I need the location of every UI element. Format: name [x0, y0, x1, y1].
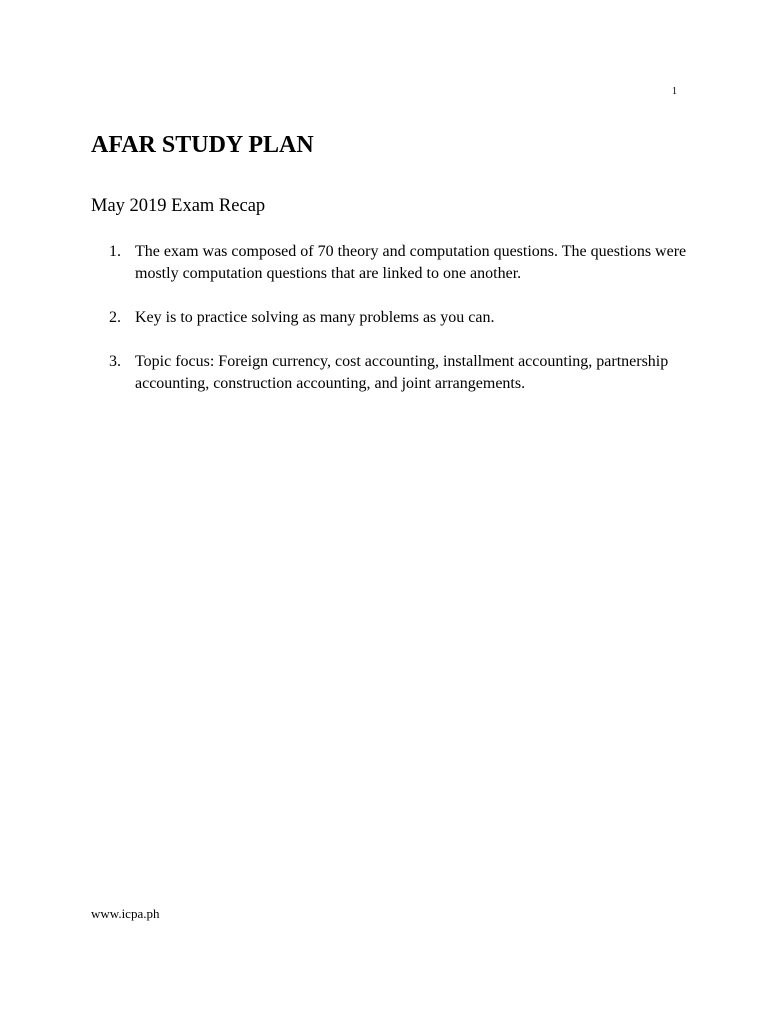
list-item [91, 307, 691, 329]
list-item [91, 241, 691, 285]
list-item-text: The exam was composed of 70 theory and computation questions. The questions were mostly computation questions that are linked to one another. [135, 243, 687, 282]
list-item-number: 2. [109, 309, 121, 326]
page-number: 1 [672, 86, 677, 97]
page-title: AFAR STUDY PLAN [91, 132, 314, 158]
list-item-number: 1. [109, 243, 121, 260]
list-item [91, 351, 691, 395]
list-item-number: 3. [109, 353, 121, 370]
footer-website: www.icpa.ph [91, 906, 160, 921]
list-item-text: Topic focus: Foreign currency, cost accounting, installment accounting, partnership accounting, construction accounting, and joint arrangements. [135, 353, 669, 392]
exam-recap-list [91, 241, 691, 417]
list-item-text: Key is to practice solving as many problems as you can. [135, 309, 495, 326]
section-subtitle: May 2019 Exam Recap [91, 196, 266, 216]
